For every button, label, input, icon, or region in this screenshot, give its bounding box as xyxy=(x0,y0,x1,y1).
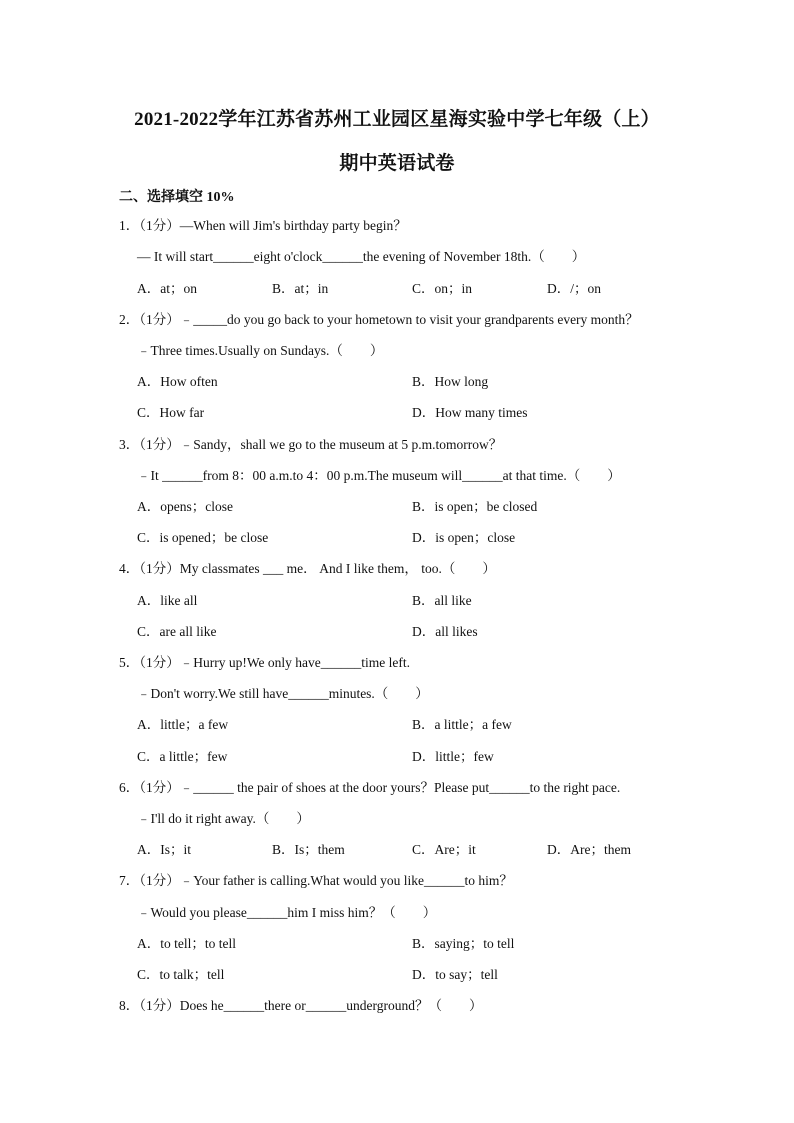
question-6-option-a[interactable]: A．Is；it xyxy=(137,842,191,857)
question-7-stem: 7．（1分）﹣Your father is calling.What would you like______to him？ xyxy=(119,873,513,888)
question-7-option-a[interactable]: A．to tell；to tell xyxy=(137,936,236,951)
question-1-option-a[interactable]: A．at；on xyxy=(137,281,197,296)
question-3-stem: 3．（1分）﹣Sandy，shall we go to the museum at 5 p.m.tomorrow？ xyxy=(119,437,503,452)
question-5-option-d[interactable]: D．little；few xyxy=(412,749,494,764)
question-7-option-c[interactable]: C．to talk；tell xyxy=(137,967,225,982)
question-1-option-d[interactable]: D．/；on xyxy=(547,281,601,296)
question-5-option-c[interactable]: C．a little；few xyxy=(137,749,228,764)
question-4-option-b[interactable]: B．all like xyxy=(412,593,472,608)
question-6-option-c[interactable]: C．Are；it xyxy=(412,842,476,857)
question-3-reply: ﹣It ______from 8：00 a.m.to 4：00 p.m.The museum will______at that time.（ ） xyxy=(137,468,621,483)
question-3-option-b[interactable]: B．is open；be closed xyxy=(412,499,538,514)
question-3-option-a[interactable]: A．opens；close xyxy=(137,499,233,514)
question-1-option-c[interactable]: C．on；in xyxy=(412,281,473,296)
question-2-reply: ﹣Three times.Usually on Sundays.（ ） xyxy=(137,343,384,358)
question-5-option-a[interactable]: A．little；a few xyxy=(137,717,229,732)
question-6-stem: 6．（1分）﹣______ the pair of shoes at the door yours？Please put______to the right pace. xyxy=(119,780,621,795)
question-6-option-d[interactable]: D．Are；them xyxy=(547,842,631,857)
question-5-reply: ﹣Don't worry.We still have______minutes.（ ） xyxy=(137,686,429,701)
question-6-reply: ﹣I'll do it right away.（ ） xyxy=(137,811,310,826)
question-1-reply: — It will start______eight o'clock______the evening of November 18th.（ ） xyxy=(137,249,586,264)
question-4-option-a[interactable]: A．like all xyxy=(137,593,198,608)
question-7-reply: ﹣Would you please______him I miss him？（ ） xyxy=(137,905,437,920)
question-1-option-b[interactable]: B．at；in xyxy=(272,281,329,296)
question-5-option-b[interactable]: B．a little；a few xyxy=(412,717,512,732)
question-5-stem: 5．（1分）﹣Hurry up!We only have______time left. xyxy=(119,655,410,670)
exam-title-line1: 2021-2022学年江苏省苏州工业园区星海实验中学七年级（上） xyxy=(134,109,660,130)
question-2-option-c[interactable]: C．How far xyxy=(137,405,205,420)
section-heading: 二、选择填空 10% xyxy=(119,190,235,205)
question-7-option-b[interactable]: B．saying；to tell xyxy=(412,936,515,951)
question-4-stem: 4．（1分）My classmates ___ me． And I like them， too.（ ） xyxy=(119,561,496,576)
question-1-stem: 1．（1分）—When will Jim's birthday party begin？ xyxy=(119,218,407,233)
question-2-stem: 2．（1分）﹣_____do you go back to your hometown to visit your grandparents every month？ xyxy=(119,312,639,327)
question-2-option-b[interactable]: B．How long xyxy=(412,374,489,389)
question-2-option-a[interactable]: A．How often xyxy=(137,374,218,389)
question-7-option-d[interactable]: D．to say；tell xyxy=(412,967,498,982)
question-4-option-d[interactable]: D．all likes xyxy=(412,624,478,639)
question-6-option-b[interactable]: B．Is；them xyxy=(272,842,345,857)
exam-title-line2: 期中英语试卷 xyxy=(339,153,455,174)
question-3-option-d[interactable]: D．is open；close xyxy=(412,530,516,545)
question-2-option-d[interactable]: D．How many times xyxy=(412,405,528,420)
question-4-option-c[interactable]: C．are all like xyxy=(137,624,217,639)
question-3-option-c[interactable]: C．is opened；be close xyxy=(137,530,269,545)
question-8-stem: 8．（1分）Does he______there or______underground？（ ） xyxy=(119,998,483,1013)
